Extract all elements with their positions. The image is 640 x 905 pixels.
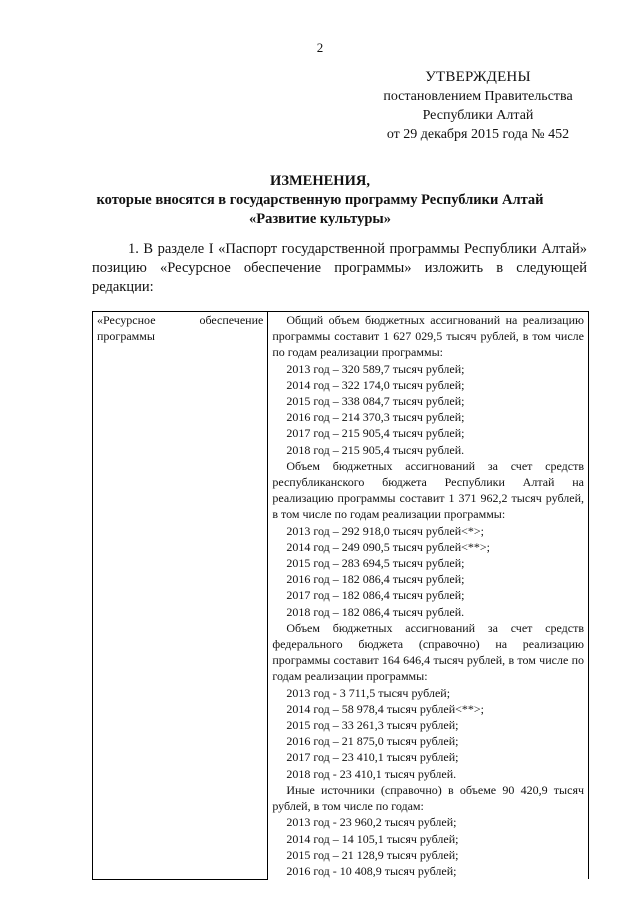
total-year-item: 2015 год – 338 084,7 тысяч рублей; xyxy=(286,394,465,409)
title-line: «Развитие культуры» xyxy=(248,211,391,227)
federal-paragraph: Объем бюджетных ассигнований за счет средств федерального бюджета (справочно) на реализацию программы составит 164 646,4 тысяч рублей, в том числе по годам реализации программы: xyxy=(272,620,584,684)
federal-year-item: 2014 год – 58 978,4 тысяч рублей<**>; xyxy=(286,701,485,716)
resource-label-cell: «Ресурсное обеспечение программы xyxy=(93,312,268,880)
approval-line: Республики Алтай xyxy=(422,108,534,123)
federal-year-item: 2015 год – 33 261,3 тысяч рублей; xyxy=(286,718,459,733)
federal-year-item: 2013 год - 3 711,5 тысяч рублей; xyxy=(286,685,451,700)
page-number: 2 xyxy=(316,40,324,55)
document-title xyxy=(60,172,580,229)
approval-line: постановлением Правительства xyxy=(383,89,573,104)
total-year-item: 2017 год – 215 905,4 тысяч рублей; xyxy=(286,426,465,441)
republic-paragraph: Объем бюджетных ассигнований за счет средств республиканского бюджета Республики Алтай на реализацию программы составит 1 371 962,2 тысяч рублей, в том числе по годам реализации программы: xyxy=(272,458,584,522)
republic-year-item: 2018 год – 182 086,4 тысяч рублей. xyxy=(286,604,465,619)
republic-year-item: 2017 год – 182 086,4 тысяч рублей; xyxy=(286,588,465,603)
federal-year-item: 2016 год – 21 875,0 тысяч рублей; xyxy=(286,734,459,749)
republic-year-item: 2014 год – 249 090,5 тысяч рублей<**>; xyxy=(286,539,491,554)
other-year-item: 2015 год – 21 128,9 тысяч рублей; xyxy=(286,847,459,862)
intro-paragraph: 1. В разделе I «Паспорт государственной программы Республики Алтай» позицию «Ресурсное обеспечение программы» изложить в следующей редакции: xyxy=(92,241,587,295)
federal-year-item: 2018 год - 23 410,1 тысяч рублей. xyxy=(286,766,457,781)
federal-year-item: 2017 год – 23 410,1 тысяч рублей; xyxy=(286,750,459,765)
resource-table xyxy=(92,311,589,880)
other-year-item: 2014 год – 14 105,1 тысяч рублей; xyxy=(286,831,459,846)
resource-content-cell xyxy=(268,312,589,880)
total-year-item: 2014 год – 322 174,0 тысяч рублей; xyxy=(286,377,465,392)
other-year-item: 2016 год - 10 408,9 тысяч рублей; xyxy=(286,863,457,878)
total-paragraph: Общий объем бюджетных ассигнований на реализацию программы составит 1 627 029,5 тысяч рублей, в том числе по годам реализации программы: xyxy=(272,313,584,360)
title-line: ИЗМЕНЕНИЯ, xyxy=(270,173,370,189)
total-year-item: 2013 год – 320 589,7 тысяч рублей; xyxy=(286,361,465,376)
republic-year-item: 2013 год – 292 918,0 тысяч рублей<*>; xyxy=(286,523,485,538)
other-sources-paragraph: Иные источники (справочно) в объеме 90 420,9 тысяч рублей, в том числе по годам: xyxy=(272,782,584,814)
republic-year-item: 2016 год – 182 086,4 тысяч рублей; xyxy=(286,572,465,587)
total-year-item: 2016 год – 214 370,3 тысяч рублей; xyxy=(286,410,465,425)
approval-block xyxy=(368,68,588,144)
total-year-item: 2018 год – 215 905,4 тысяч рублей. xyxy=(286,442,465,457)
approval-title: УТВЕРЖДЕНЫ xyxy=(425,69,531,85)
approval-line: от 29 декабря 2015 года № 452 xyxy=(386,127,570,142)
other-year-item: 2013 год - 23 960,2 тысяч рублей; xyxy=(286,815,457,830)
title-line: которые вносятся в государственную программу Республики Алтай xyxy=(96,192,544,208)
republic-year-item: 2015 год – 283 694,5 тысяч рублей; xyxy=(286,556,465,571)
